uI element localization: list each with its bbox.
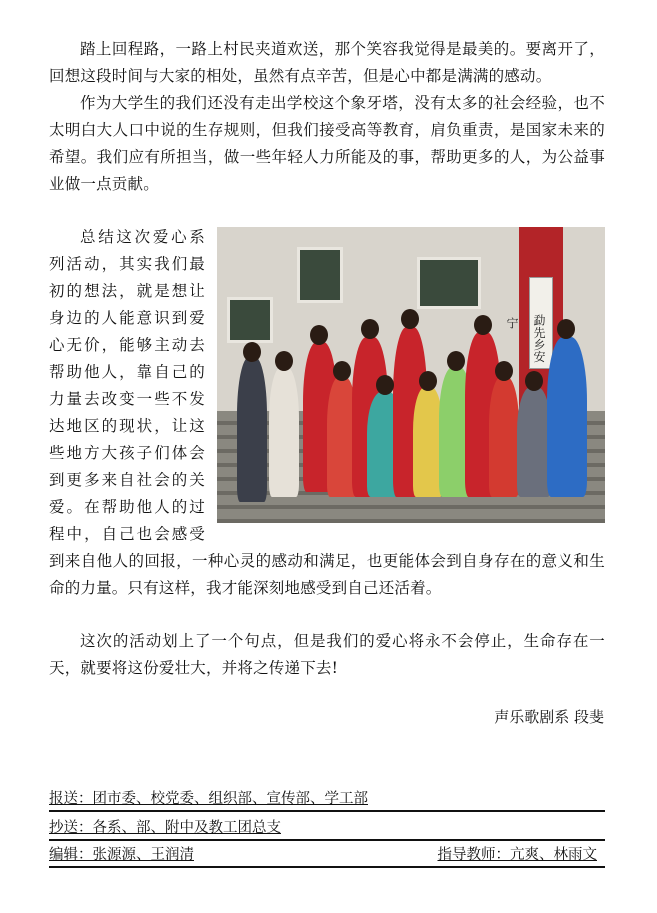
footer-report-to (49, 789, 605, 812)
author-signature: 声乐歌剧系 段斐 (494, 708, 604, 726)
copy-to-text: 抄送：各系、部、附中及教工团总支 (49, 820, 281, 836)
paragraph-3-text: 总结这次爱心系列活动，其实我们最初的想法，就是想让身边的人能意识到爱心无价，能够主动去帮助他人，靠自己的力量去改变一些不发达地区的现状，让这些地方大孩子们体会到更多来自社会的关爱。在帮助他人的过程中，自己也会感受到来自他人的回报，一种心灵的感动和满足，也更能体会到自身存在的意义和生命的力量。只有这样，我才能深刻地感受到自己还活着。 (49, 228, 605, 597)
paragraph-2: 作为大学生的我们还没有走出学校这个象牙塔，没有太多的社会经验，也不太明白大人口中说的生存规则，但我们接受高等教育，肩负重责，是国家未来的希望。我们应有所担当，做一些年轻人力所能及的事，帮助更多的人，为公益事业做一点贡献。 (49, 94, 605, 193)
footer-copy-to (49, 818, 605, 841)
paragraph-3 (49, 224, 605, 602)
village-plaque: 勐先乡安宁 (529, 277, 553, 369)
group-photo (217, 227, 605, 523)
paragraph-1: 踏上回程路，一路上村民夹道欢送，那个笑容我觉得是最美的。要离开了，回想这段时间与大家的相处，虽然有点辛苦，但是心中都是满满的感动。 (49, 40, 605, 85)
advisors-text: 指导教师：亢爽、林雨文 (437, 847, 597, 863)
paragraph-4: 这次的活动划上了一个句点，但是我们的爱心将永不会停止，生命存在一天，就要将这份爱壮大，并将之传递下去! (49, 632, 605, 677)
footer-editors (49, 845, 605, 868)
editors-text: 编辑：张源源、王润清 (49, 847, 194, 863)
report-to-text: 报送：团市委、校党委、组织部、宣传部、学工部 (49, 791, 368, 807)
